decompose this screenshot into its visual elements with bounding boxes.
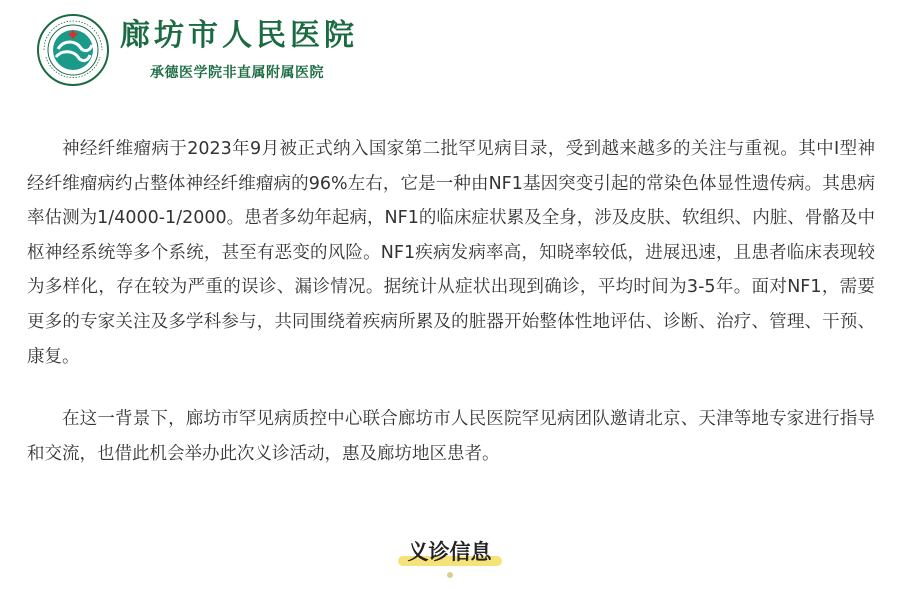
section-title [402,534,498,570]
hospital-name: 廊坊市人民医院 [120,18,358,53]
article-paragraph-1: 神经纤维瘤病于2023年9月被正式纳入国家第二批罕见病目录，受到越来越多的关注与重视。其中Ⅰ型神经纤维瘤病约占整体神经纤维瘤病的96%左右，它是一种由NF1基因突变引起的常染色体显性遗传病。其患病率估测为1/4000-1/2000。患者多幼年起病，NF1的临床症状累及全身，涉及皮肤、软组织、内脏、骨骼及中枢神经系统等多个系统，甚至有恶变的风险。NF1疾病发病率高，知晓率较低，进展迅速，且患者临床表现较为多样化，存在较为严重的误诊、漏诊情况。据统计从症状出现到确诊，平均时间为3-5年。面对NF1，需要更多的专家关注及多学科参与，共同围绕着疾病所累及的脏器开始整体性地评估、诊断、治疗、管理、干预、康复。 [27,139,875,367]
section-heading [0,534,899,578]
section-title-label: 义诊信息 [407,540,492,564]
article-body [27,132,875,471]
hospital-emblem-icon [36,13,110,87]
title-dot-icon [447,572,453,578]
hospital-logo-icon [36,13,110,87]
article-paragraph-2: 在这一背景下，廊坊市罕见病质控中心联合廊坊市人民医院罕见病团队邀请北京、天津等地专家进行指导和交流，也借此机会举办此次义诊活动，惠及廊坊地区患者。 [27,409,875,464]
hospital-subtitle: 承德医学院非直属附属医院 [150,65,324,81]
hospital-header [36,10,358,90]
